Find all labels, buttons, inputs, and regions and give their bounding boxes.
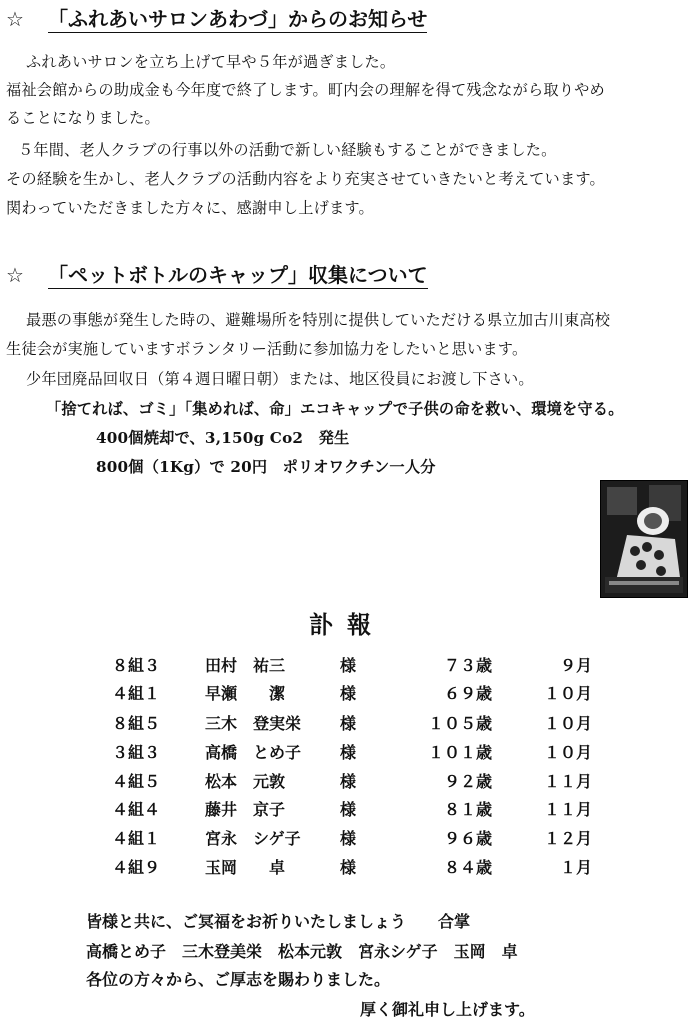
- salon-line-6: 関わっていただきました方々に、感謝申し上げます。: [6, 199, 374, 217]
- donor-names: 高橋とめ子 三木登美栄 松本元敦 宮永シゲ子 玉岡 卓: [86, 942, 518, 961]
- obituary-name: 早瀬 潔: [205, 684, 286, 703]
- obituary-month: ９月: [559, 656, 592, 675]
- obituary-honorific: 様: [340, 829, 357, 848]
- star-icon: ☆: [6, 263, 24, 287]
- obituary-group: ４組４: [112, 800, 161, 819]
- caps-line-1: 最悪の事態が発生した時の、避難場所を特別に提供していただける県立加古川東高校: [26, 311, 611, 329]
- table-row: [0, 768, 694, 796]
- obituary-honorific: 様: [340, 684, 357, 703]
- obituary-honorific: 様: [340, 800, 357, 819]
- obituary-age: １０５歳: [427, 714, 492, 733]
- donation-thanks: 各位の方々から、ご厚志を賜わりました。: [86, 970, 391, 989]
- salon-line-2: 福祉会館からの助成金も今年度で終了します。町内会の理解を得て残念ながら取りやめ: [6, 81, 605, 99]
- obituary-group: ４組１: [112, 684, 161, 703]
- condolence-prayer: 皆様と共に、ご冥福をお祈りいたしましょう 合掌: [86, 912, 471, 931]
- obituary-name: 三木 登実栄: [205, 714, 302, 733]
- table-row: [0, 796, 694, 824]
- obituary-month: １月: [559, 858, 592, 877]
- salon-notice-title: 「ふれあいサロンあわづ」からのお知らせ: [48, 7, 428, 31]
- salon-line-5: その経験を生かし、老人クラブの活動内容をより充実させていきたいと考えています。: [6, 170, 605, 188]
- obituary-name: 田村 祐三: [205, 656, 286, 675]
- obituary-honorific: 様: [340, 743, 357, 762]
- obituary-name: 宮永 シゲ子: [205, 829, 301, 848]
- table-row: [0, 854, 694, 882]
- obituary-group: ４組９: [112, 858, 161, 877]
- caps-line-2: 生徒会が実施していますボランタリー活動に参加協力をしたいと思います。: [6, 340, 528, 358]
- caps-notice-title: 「ペットボトルのキャップ」収集について: [48, 263, 428, 287]
- eco-cap-poster-image: [600, 480, 688, 598]
- obituary-age: １０１歳: [427, 743, 492, 762]
- obituary-month: １２月: [543, 829, 592, 848]
- salon-notice-heading: [6, 6, 427, 32]
- obituary-month: １１月: [543, 772, 592, 791]
- obituary-group: ８組５: [112, 714, 161, 733]
- obituary-title: 訃報: [309, 610, 385, 639]
- obituary-honorific: 様: [340, 656, 357, 675]
- obituary-age: ８１歳: [443, 800, 492, 819]
- star-icon: ☆: [6, 7, 24, 31]
- obituary-month: １１月: [543, 800, 592, 819]
- obituary-group: ４組５: [112, 772, 161, 791]
- obituary-age: ７３歳: [443, 656, 492, 675]
- table-row: [0, 825, 694, 853]
- obituary-month: １０月: [543, 684, 592, 703]
- salon-line-4: ５年間、老人クラブの行事以外の活動で新しい経験もすることができました。: [18, 141, 557, 159]
- cap-fact-2: 800個（1Kg）で 20円 ポリオワクチン一人分: [96, 458, 436, 476]
- obituary-group: ４組１: [112, 829, 161, 848]
- obituary-group: ３組３: [112, 743, 161, 762]
- obituary-honorific: 様: [340, 772, 357, 791]
- obituary-month: １０月: [543, 743, 592, 762]
- obituary-age: ９２歳: [443, 772, 492, 791]
- table-row: [0, 710, 694, 738]
- obituary-name: 高橋 とめ子: [205, 743, 302, 762]
- table-row: [0, 680, 694, 708]
- obituary-name: 藤井 京子: [205, 800, 286, 819]
- caps-line-3: 少年団廃品回収日（第４週日曜日朝）または、地区役員にお渡し下さい。: [26, 370, 534, 388]
- eco-cap-poster-graphic: [601, 481, 687, 597]
- cap-fact-1: 400個焼却で、3,150g Co2 発生: [96, 429, 350, 447]
- obituary-honorific: 様: [340, 858, 357, 877]
- obituary-age: ８４歳: [443, 858, 492, 877]
- obituary-name: 松本 元敦: [205, 772, 286, 791]
- obituary-group: ８組３: [112, 656, 161, 675]
- caps-notice-heading: [6, 262, 428, 288]
- salon-line-1: ふれあいサロンを立ち上げて早や５年が過ぎました。: [26, 53, 396, 71]
- table-row: [0, 652, 694, 680]
- obituary-name: 玉岡 卓: [205, 858, 286, 877]
- signoff: 厚く御礼申し上げます。: [360, 1000, 535, 1019]
- salon-line-3: ることになりました。: [6, 109, 160, 127]
- obituary-month: １０月: [543, 714, 592, 733]
- obituary-honorific: 様: [340, 714, 357, 733]
- eco-cap-slogan: 「捨てれば、ゴミ」「集めれば、命」エコキャップで子供の命を救い、環境を守る。: [46, 400, 624, 418]
- table-row: [0, 739, 694, 767]
- obituary-age: ６９歳: [443, 684, 492, 703]
- obituary-age: ９６歳: [443, 829, 492, 848]
